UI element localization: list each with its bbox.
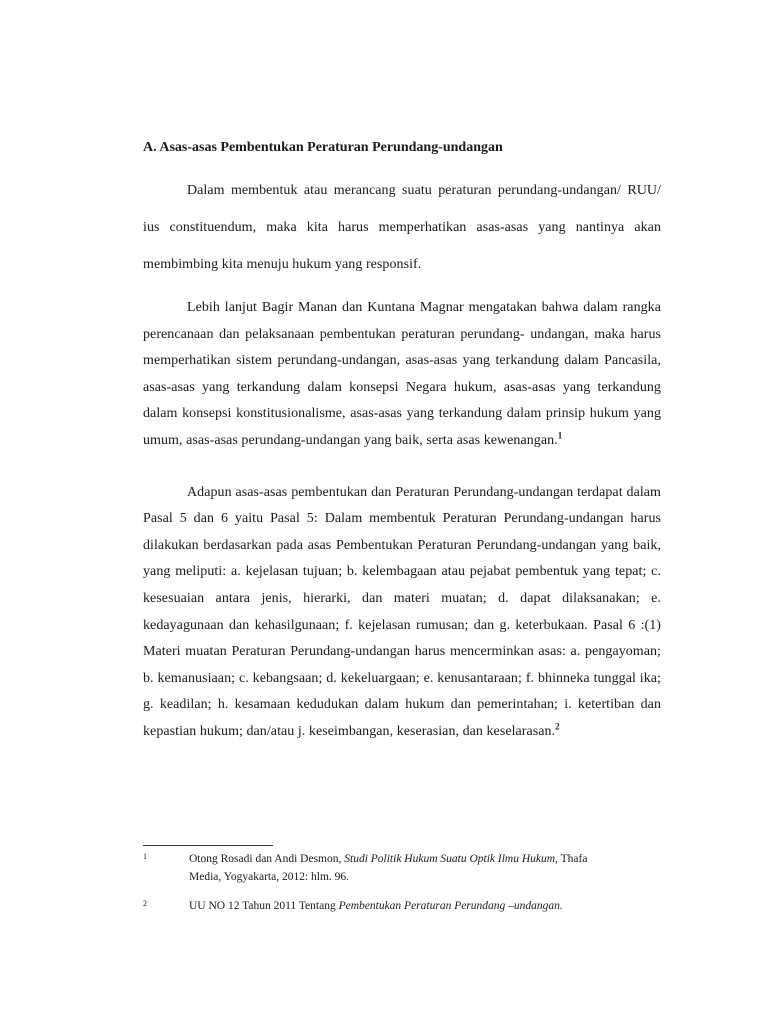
footnote-1-number: 1 <box>143 852 147 861</box>
section-heading: A. Asas-asas Pembentukan Peraturan Perundang-undangan <box>143 140 503 155</box>
footnote-2 <box>143 897 603 915</box>
paragraph-1 <box>143 172 661 283</box>
footnote-2-title: Pembentukan Peraturan Perundang –undangan. <box>338 900 563 912</box>
document-body <box>143 138 661 746</box>
paragraph-2 <box>143 295 661 455</box>
footnote-1-title: Studi Politik Hukum Suatu Optik Ilmu Hukum, <box>344 853 558 865</box>
paragraph-3 <box>143 480 661 746</box>
footnote-ref-2[interactable]: 2 <box>555 721 560 732</box>
footnote-2-number: 2 <box>143 899 147 908</box>
footnote-1-text-a: Otong Rosadi dan Andi Desmon, <box>189 853 345 865</box>
paragraph-2-text: Lebih lanjut Bagir Manan dan Kuntana Magnar mengatakan bahwa dalam rangka perencanaan dan pelaksanaan pembentukan peraturan perundang- undangan, maka harus memperhatikan sistem perundang-undangan, asas-asas yang terkandung dalam Pancasila, asas-asas yang terkandung dalam konsepsi Negara hukum, asas-asas yang terkandung dalam konsepsi konstitusionalisme, asas-asas yang terkandung dalam prinsip hukum yang umum, asas-asas perundang-undangan yang baik, serta asas kewenangan. <box>143 300 661 448</box>
footnote-2-text-a: UU NO 12 Tahun 2011 Tentang <box>189 900 339 912</box>
footnote-1-text-b: Thafa Media, Yogyakarta, 2012: hlm. 96. <box>189 853 588 883</box>
footnote-separator <box>143 845 273 846</box>
paragraph-1-text: Dalam membentuk atau merancang suatu peraturan perundang-undangan/ RUU/ ius constituendum, maka kita harus memperhatikan asas-asas yang nantinya akan membimbing kita menuju hukum yang responsif. <box>143 183 661 272</box>
footnote-1 <box>143 850 603 886</box>
paragraph-3-text: Adapun asas-asas pembentukan dan Peraturan Perundang-undangan terdapat dalam Pasal 5 dan 6 yaitu Pasal 5: Dalam membentuk Peraturan Perundang-undangan harus dilakukan berdasarkan pada asas Pembentukan Peraturan Perundang-undangan yang baik, yang meliputi: a. kejelasan tujuan; b. kelembagaan atau pejabat pembentuk yang tepat; c. kesesuaian antara jenis, hierarki, dan materi muatan; d. dapat dilaksanakan; e. kedayagunaan dan kehasilgunaan; f. kejelasan rumusan; dan g. keterbukaan. Pasal 6 :(1) Materi muatan Peraturan Perundang-undangan harus mencerminkan asas: a. pengayoman; b. kemanusiaan; c. kebangsaan; d. kekeluargaan; e. kenusantaraan; f. bhinneka tunggal ika; g. keadilan; h. kesamaan kedudukan dalam hukum dan pemerintahan; i. ketertiban dan kepastian hukum; dan/atau j. keseimbangan, keserasian, dan keselarasan. <box>143 484 661 739</box>
footnote-ref-1[interactable]: 1 <box>557 430 563 441</box>
